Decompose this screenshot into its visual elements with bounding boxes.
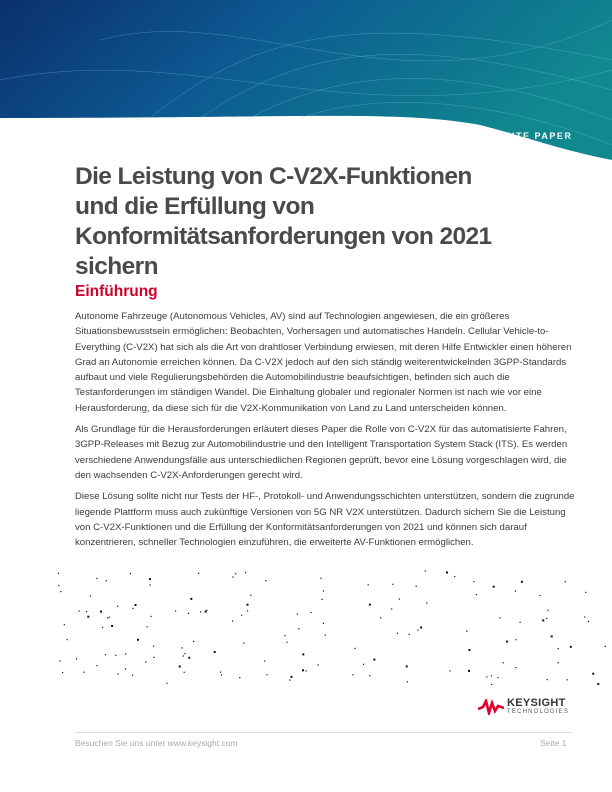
- dot: [60, 591, 61, 592]
- dot: [399, 599, 400, 600]
- dot: [298, 628, 299, 629]
- dot: [551, 635, 553, 637]
- dot: [205, 611, 207, 613]
- dot: [323, 590, 324, 591]
- dot: [318, 664, 319, 665]
- dot: [90, 596, 91, 597]
- dot: [79, 611, 80, 612]
- dot: [184, 653, 185, 654]
- dot: [322, 599, 323, 600]
- dot: [264, 660, 265, 661]
- dot: [232, 620, 233, 621]
- dot: [491, 675, 492, 676]
- dot: [406, 665, 408, 667]
- dot: [417, 630, 418, 631]
- dot: [58, 585, 59, 586]
- dot: [109, 617, 110, 618]
- footer-divider: [75, 732, 572, 733]
- dot: [468, 649, 470, 651]
- dot: [558, 648, 559, 649]
- dot: [100, 611, 102, 613]
- dot: [407, 681, 408, 682]
- dot: [221, 674, 222, 675]
- paragraph: Autonome Fahrzeuge (Autonomous Vehicles, AV) sind auf Technologien angewiesen, die ein größeres Situationsbewusstsein ermöglichen: Beobachten, Vorhersagen und automatisches Handeln. Cellular Vehicle-to-Everything (C-V2X) hat sich als die Art von drahtloser Verbindung erwiesen, mit deren Hilfe Entwickler einen höheren Grad an Autonomie erreichen können. Da C-V2X jedoch auf den sich ständig weiterentwickelnden 3GPP-Standards aufbaut und viele Regulierungsbehörden die Automobilindustrie beaufsichtigen, befinden sich auch die Testanforderungen im ständigen Wandel. Die Einhaltung globaler und regionaler Normen ist nach wie vor eine Herausforderung, da diese sich für die V2X-Kommunikation von Land zu Land unterscheiden können.: [75, 311, 572, 414]
- dot: [135, 604, 137, 606]
- dot: [59, 660, 60, 661]
- dot: [302, 653, 304, 655]
- dot: [369, 675, 370, 676]
- dot: [132, 675, 133, 676]
- dot: [311, 612, 312, 613]
- dot: [416, 586, 417, 587]
- dot: [354, 648, 355, 649]
- dot: [373, 659, 375, 661]
- dot: [67, 639, 68, 640]
- dot: [130, 573, 131, 574]
- dot: [454, 576, 455, 577]
- dot: [323, 623, 324, 624]
- dot: [397, 633, 398, 634]
- dot: [84, 672, 85, 673]
- dot: [200, 611, 201, 612]
- dot: [97, 665, 98, 666]
- dot: [137, 639, 139, 641]
- keysight-wave-icon: [478, 699, 504, 715]
- dot: [58, 573, 59, 574]
- dot: [426, 602, 427, 603]
- dot: [64, 624, 65, 625]
- dot: [515, 639, 516, 640]
- dot: [241, 615, 242, 616]
- dot: [285, 635, 286, 636]
- dot: [145, 662, 146, 663]
- title-line: und die Erfüllung von: [75, 193, 315, 220]
- dot: [539, 595, 540, 596]
- dot: [132, 608, 133, 609]
- dot: [188, 613, 189, 614]
- dot: [546, 618, 547, 619]
- footer-website[interactable]: Besuchen Sie uns unter www.keysight.com: [75, 738, 238, 748]
- dot: [585, 592, 586, 593]
- dot: [588, 621, 589, 622]
- dot: [409, 634, 410, 635]
- white-paper-label: WHITE PAPER: [494, 131, 573, 141]
- dot: [476, 594, 477, 595]
- title-line: Konformitätsanforderungen von 2021 sichern: [75, 223, 492, 280]
- dot: [302, 669, 304, 671]
- dot: [520, 622, 521, 623]
- dot: [392, 584, 393, 585]
- dot: [183, 655, 184, 656]
- dot: [567, 679, 568, 680]
- dot: [306, 670, 307, 671]
- dot: [352, 674, 353, 675]
- dot: [117, 673, 118, 674]
- dot: [115, 655, 116, 656]
- dot: [76, 658, 77, 659]
- page-title: [75, 162, 575, 282]
- dot: [117, 606, 118, 607]
- dot: [250, 595, 251, 596]
- dot: [515, 667, 516, 668]
- dot: [325, 635, 326, 636]
- dot: [503, 662, 504, 663]
- dot: [232, 577, 233, 578]
- dot: [592, 673, 594, 675]
- dot: [446, 572, 448, 574]
- dot: [106, 580, 107, 581]
- dot: [247, 610, 248, 611]
- dot: [86, 611, 87, 612]
- dot: [182, 647, 183, 648]
- dot: [466, 631, 467, 632]
- dot: [239, 677, 240, 678]
- dot: [486, 676, 487, 677]
- dot: [320, 578, 321, 579]
- body-text: [75, 309, 575, 556]
- dot: [245, 572, 246, 573]
- dot: [153, 646, 154, 647]
- dot: [291, 676, 293, 678]
- dot: [547, 679, 548, 680]
- dot: [515, 591, 516, 592]
- dot: [111, 625, 113, 627]
- dot: [188, 657, 190, 659]
- dot: [468, 670, 470, 672]
- dot: [420, 627, 422, 629]
- dot: [565, 581, 566, 582]
- dot: [184, 672, 185, 673]
- dot: [247, 604, 249, 606]
- dot: [96, 578, 97, 579]
- dot: [243, 643, 244, 644]
- dot: [506, 641, 508, 643]
- dot: [220, 672, 221, 673]
- dot: [289, 680, 290, 681]
- dot: [149, 578, 151, 580]
- dot: [497, 677, 498, 678]
- dot: [125, 653, 126, 654]
- dot: [153, 657, 154, 658]
- dot: [125, 669, 126, 670]
- dot: [147, 626, 148, 627]
- dot: [521, 581, 523, 583]
- dot: [542, 619, 544, 621]
- dot: [605, 646, 606, 647]
- dot: [368, 584, 369, 585]
- dot: [150, 584, 151, 585]
- title-line: Die Leistung von C-V2X-Funktionen: [75, 163, 472, 190]
- keysight-logo: [478, 698, 569, 715]
- dot: [286, 642, 287, 643]
- logo-name: KEYSIGHT: [507, 697, 566, 709]
- dot: [107, 617, 108, 618]
- dot: [175, 610, 176, 611]
- dot: [198, 573, 199, 574]
- dot: [297, 614, 298, 615]
- dot: [190, 598, 192, 600]
- dot: [266, 674, 267, 675]
- dot: [105, 654, 106, 655]
- dot: [102, 627, 103, 628]
- dot: [570, 646, 572, 648]
- dot: [380, 617, 381, 618]
- dot: [235, 573, 236, 574]
- dot: [449, 670, 450, 671]
- logo-sub: TECHNOLOGIES: [507, 709, 570, 715]
- page-number: Seite 1: [540, 738, 567, 748]
- dot: [491, 684, 492, 685]
- dot: [558, 662, 559, 663]
- dot: [391, 608, 392, 609]
- dot: [87, 616, 89, 618]
- paragraph: Als Grundlage für die Herausforderungen erläutert dieses Paper die Rolle von C-V2X für das automatisierte Fahren, 3GPP-Releases mit Bezug zur Automobilindustrie und den Intelligent Transportation System Stack (ITS). Es werden verschiedene Anwendungsfälle aus unterschiedlichen Regionen geprüft, bevor eine Lösung vorgeschlagen wird, die den wachsenden C-V2X-Anforderungen gerecht wird.: [75, 424, 568, 481]
- dot: [214, 651, 216, 653]
- section-heading: Einführung: [75, 283, 158, 300]
- paragraph: Diese Lösung sollte nicht nur Tests der HF-, Protokoll- und Anwendungsschichten unterstützen, sondern die zugrunde liegende Plattform muss auch zukünftige Versionen von 5G NR V2X unterstützen. Dadurch sichern Sie die Leistung von C-V2X-Funktionen und die Erfüllung der Konformitätsanforderungen von 2021 und können sich darauf konzentrieren, schneller Technologien einzuführen, die erweiterte AV-Funktionen ermöglichen.: [75, 491, 575, 549]
- dot: [166, 683, 167, 684]
- dot: [179, 666, 181, 668]
- dot: [597, 683, 599, 685]
- dot: [62, 672, 63, 673]
- dot: [548, 610, 549, 611]
- dot: [500, 617, 501, 618]
- dot: [193, 641, 194, 642]
- decorative-dots: [50, 570, 610, 685]
- dot: [493, 586, 495, 588]
- dot: [363, 664, 364, 665]
- dot: [369, 604, 371, 606]
- dot: [150, 616, 151, 617]
- dot: [584, 616, 585, 617]
- dot: [265, 580, 266, 581]
- dot: [473, 581, 474, 582]
- dot: [425, 570, 426, 571]
